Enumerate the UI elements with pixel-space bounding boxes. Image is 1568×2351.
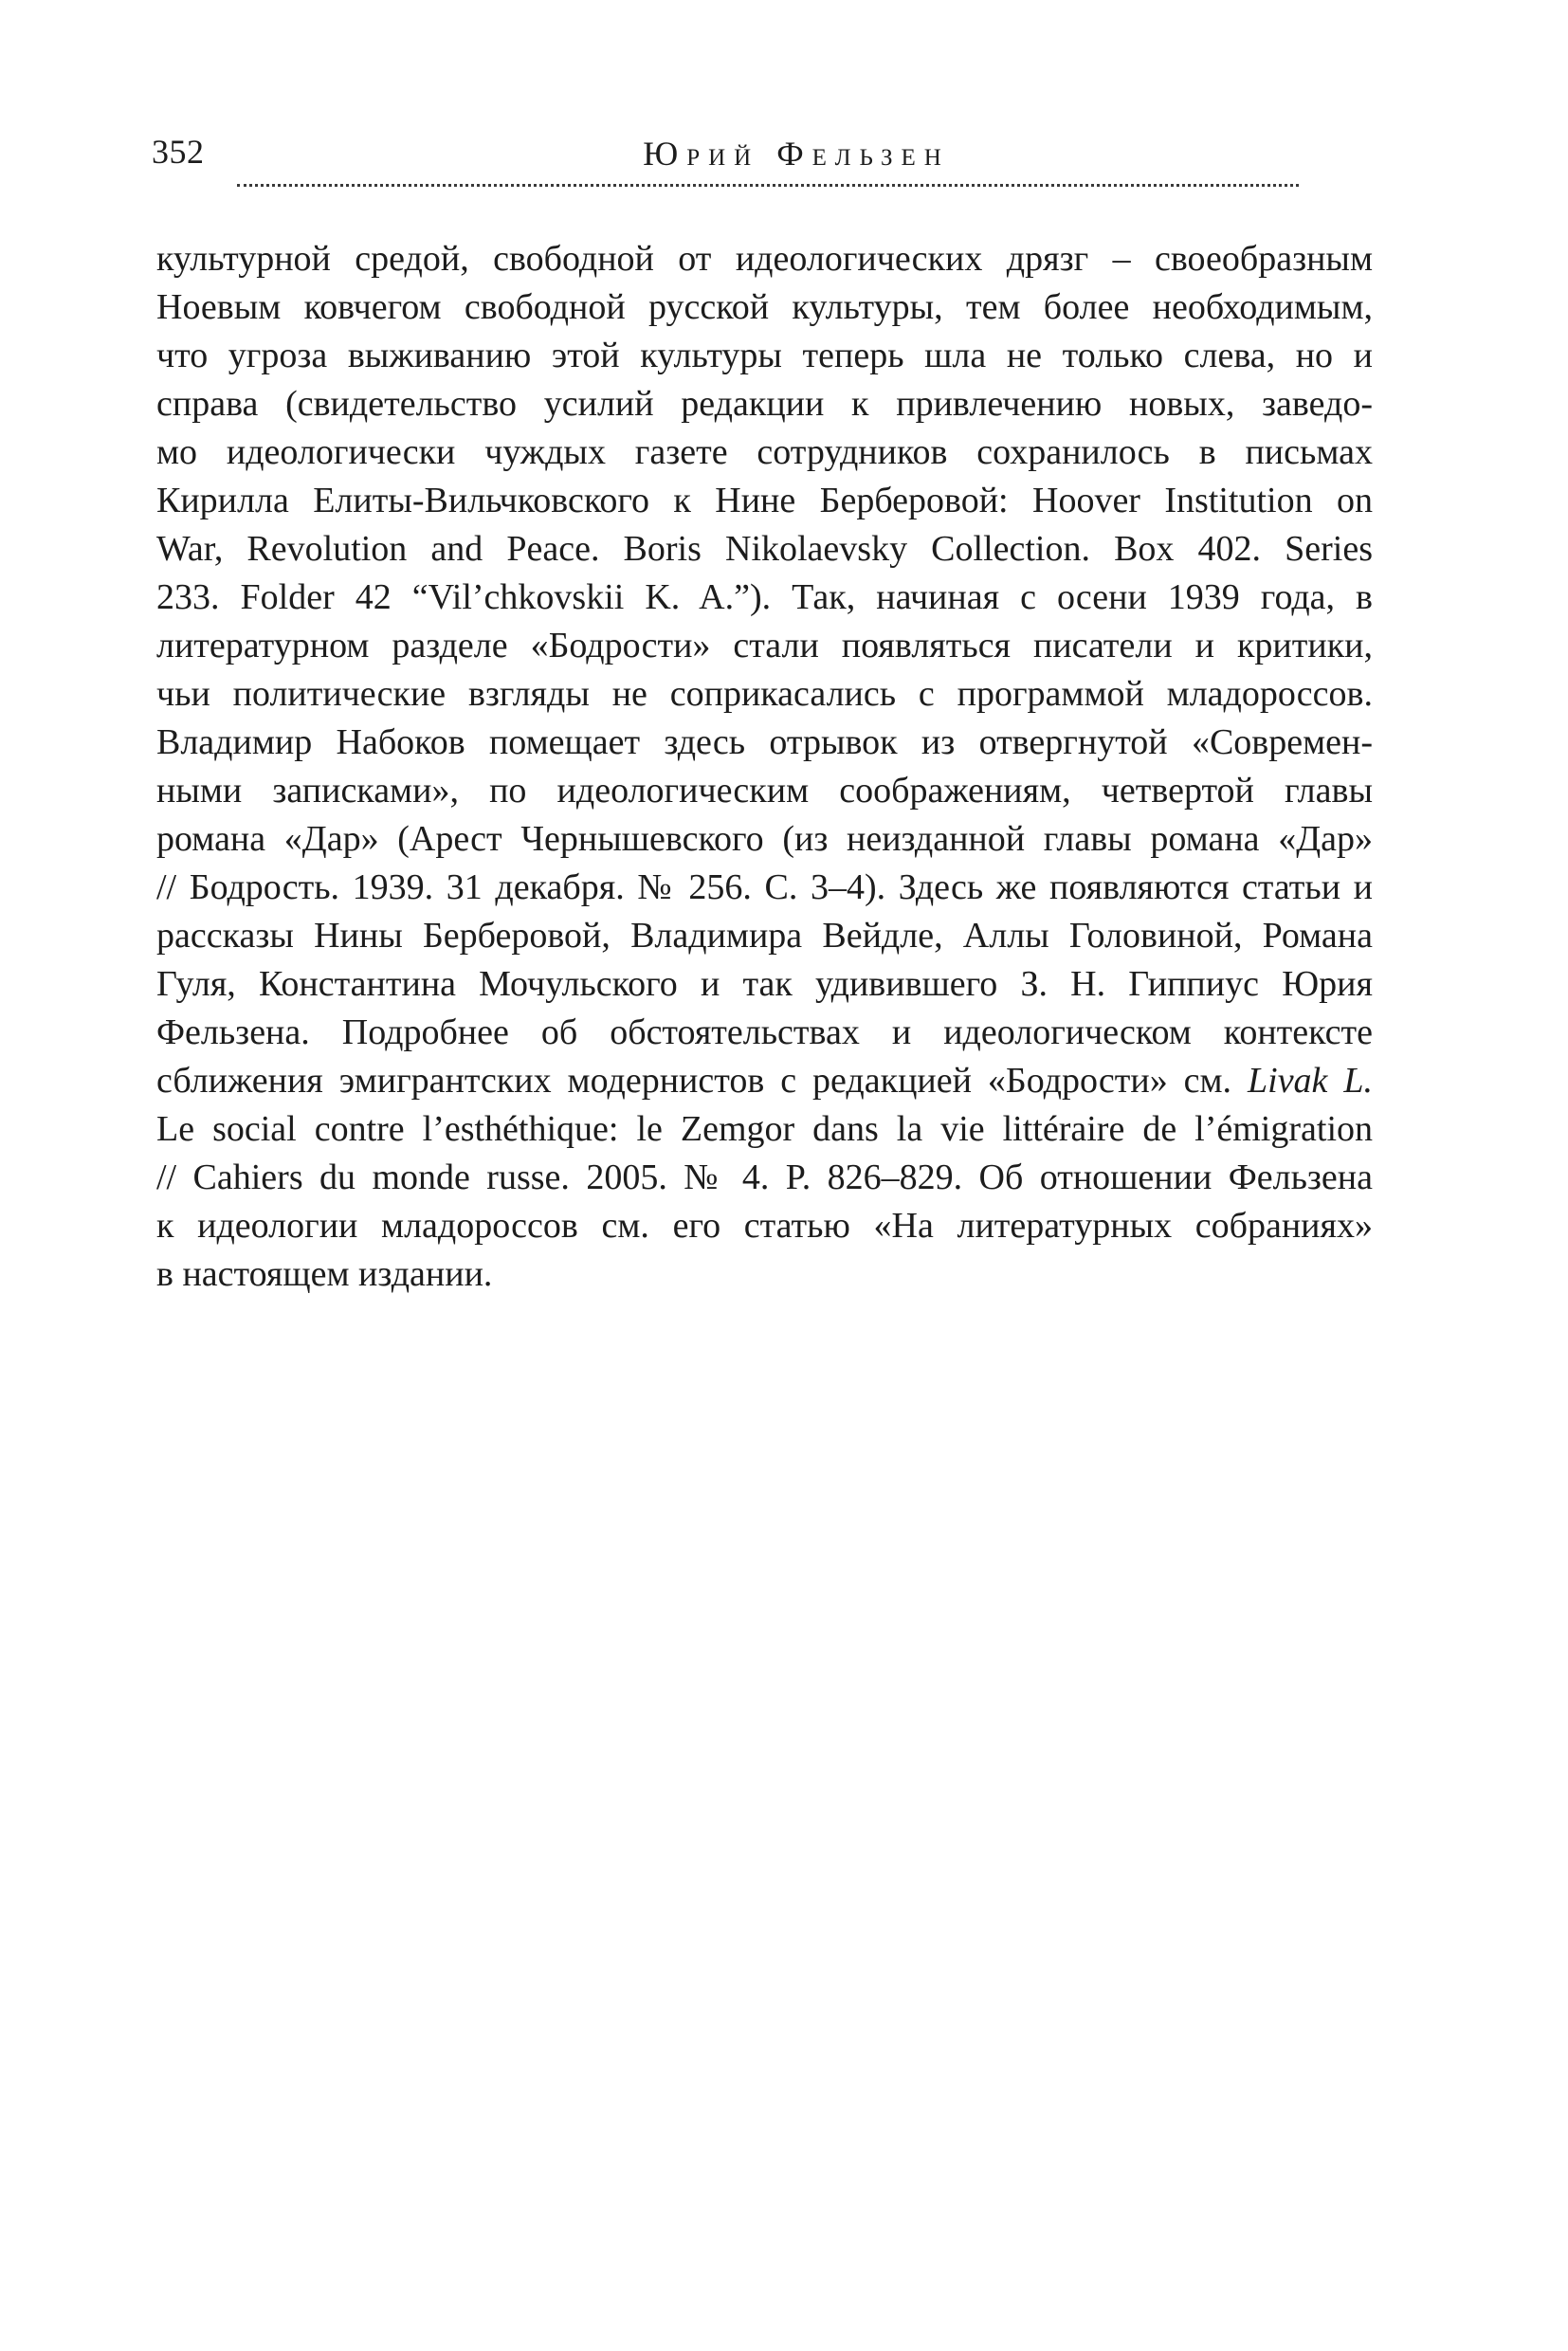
text-line: чьи политические взгляды не соприкасались с программой младороссов. [156,674,1373,714]
text-line: справа (свидетельство усилий редакции к привлечению новых, заведо- [156,384,1373,424]
text-line-last: в настоящем издании. [156,1254,493,1294]
text-line: что угроза выживанию этой культуры теперь шла не только слева, но и [156,336,1373,375]
text-line: 233. Folder 42 “Vil’chkovskii K. A.”). Так, начиная с осени 1939 года, в [156,577,1373,617]
text-line: романа «Дар» (Арест Чернышевского (из неизданной главы романа «Дар» [156,819,1373,859]
text-line-with-citation [156,1057,1373,1105]
header-dotted-rule [237,184,1299,187]
running-title: Юрий Фельзен [643,135,950,173]
text-line: // Бодрость. 1939. 31 декабря. № 256. С. 3–4). Здесь же появляются статьи и [156,867,1373,907]
text-line: Фельзена. Подробнее об обстоятельствах и идеологическом контексте [156,1012,1373,1052]
text-line: к идеологии младороссов см. его статью «На литературных собраниях» [156,1206,1373,1246]
footnote-text [156,235,1373,1299]
page-number: 352 [152,133,205,171]
text-line: ными записками», по идеологическим соображениям, четвертой главы [156,771,1373,811]
text-segment: сближения эмигрантских модернистов с редакцией «Бодрости» см. [156,1061,1248,1101]
text-line: мо идеологически чуждых газете сотрудников сохранилось в письмах [156,432,1373,472]
text-line: Le social contre l’esthéthique: le Zemgor dans la vie littéraire de l’émigration [156,1109,1373,1149]
text-line: War, Revolution and Peace. Boris Nikolaevsky Collection. Box 402. Series [156,529,1373,569]
citation-author-italic: Livak L. [1248,1061,1373,1101]
text-line: // Cahiers du monde russe. 2005. № 4. P. 826–829. Об отношении Фельзена [156,1157,1373,1197]
text-line: литературном разделе «Бодрости» стали появляться писатели и критики, [156,626,1373,665]
text-line: культурной средой, свободной от идеологических дрязг – своеобразным [156,239,1373,279]
text-line: Ноевым ковчегом свободной русской культуры, тем более необходимым, [156,287,1373,327]
text-line: Гуля, Константина Мочульского и так удивившего З. Н. Гиппиус Юрия [156,964,1373,1004]
text-line: рассказы Нины Берберовой, Владимира Вейдле, Аллы Головиной, Романа [156,916,1373,956]
text-line: Владимир Набоков помещает здесь отрывок из отвергнутой «Современ- [156,722,1373,762]
text-line: Кирилла Елиты-Вильчковского к Нине Берберовой: Hoover Institution on [156,481,1373,520]
